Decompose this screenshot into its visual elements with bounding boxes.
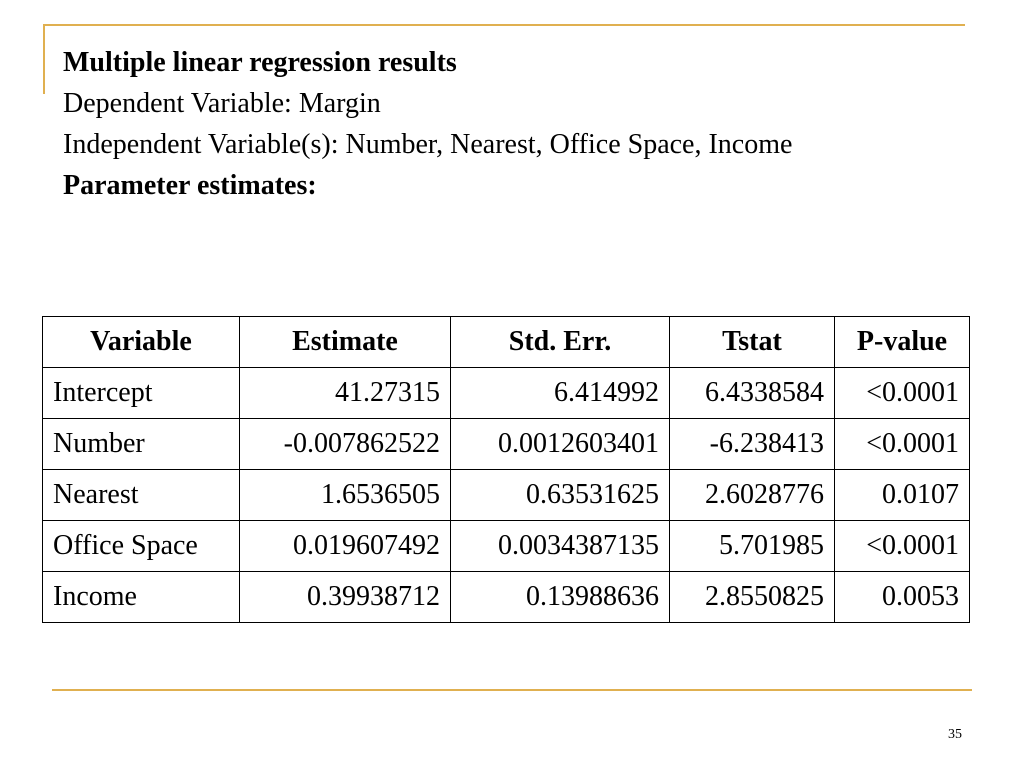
cell-tstat: 2.6028776 [670,470,835,521]
slide-title: Multiple linear regression results [63,47,457,78]
cell-tstat: 5.701985 [670,521,835,572]
slide-header [63,42,983,206]
top-accent-line [43,24,965,26]
table-row [43,419,970,470]
page-number: 35 [948,727,962,742]
cell-estimate: 0.019607492 [240,521,451,572]
bottom-accent-line [52,689,972,691]
cell-std-err: 0.0034387135 [451,521,670,572]
cell-std-err: 0.63531625 [451,470,670,521]
cell-estimate: 41.27315 [240,368,451,419]
cell-estimate: 0.39938712 [240,572,451,623]
cell-p-value: <0.0001 [835,368,970,419]
cell-std-err: 0.0012603401 [451,419,670,470]
cell-variable: Intercept [43,368,240,419]
cell-estimate: -0.007862522 [240,419,451,470]
table-row [43,470,970,521]
dependent-variable-text: Dependent Variable: Margin [63,88,381,119]
column-header-tstat: Tstat [670,317,835,368]
table-row [43,368,970,419]
cell-tstat: 2.8550825 [670,572,835,623]
cell-p-value: 0.0107 [835,470,970,521]
table-header-row [43,317,970,368]
cell-estimate: 1.6536505 [240,470,451,521]
column-header-p-value: P-value [835,317,970,368]
cell-p-value: <0.0001 [835,419,970,470]
left-accent-line [43,24,45,94]
cell-std-err: 6.414992 [451,368,670,419]
regression-results-table [42,316,970,623]
cell-variable: Income [43,572,240,623]
cell-variable: Number [43,419,240,470]
parameter-estimates-heading: Parameter estimates: [63,170,317,201]
cell-variable: Nearest [43,470,240,521]
column-header-variable: Variable [43,317,240,368]
cell-variable: Office Space [43,521,240,572]
table-row [43,572,970,623]
independent-variables-text: Independent Variable(s): Number, Nearest, Office Space, Income [63,129,793,160]
column-header-estimate: Estimate [240,317,451,368]
cell-std-err: 0.13988636 [451,572,670,623]
cell-p-value: 0.0053 [835,572,970,623]
cell-p-value: <0.0001 [835,521,970,572]
table-row [43,521,970,572]
cell-tstat: 6.4338584 [670,368,835,419]
cell-tstat: -6.238413 [670,419,835,470]
column-header-std-err: Std. Err. [451,317,670,368]
